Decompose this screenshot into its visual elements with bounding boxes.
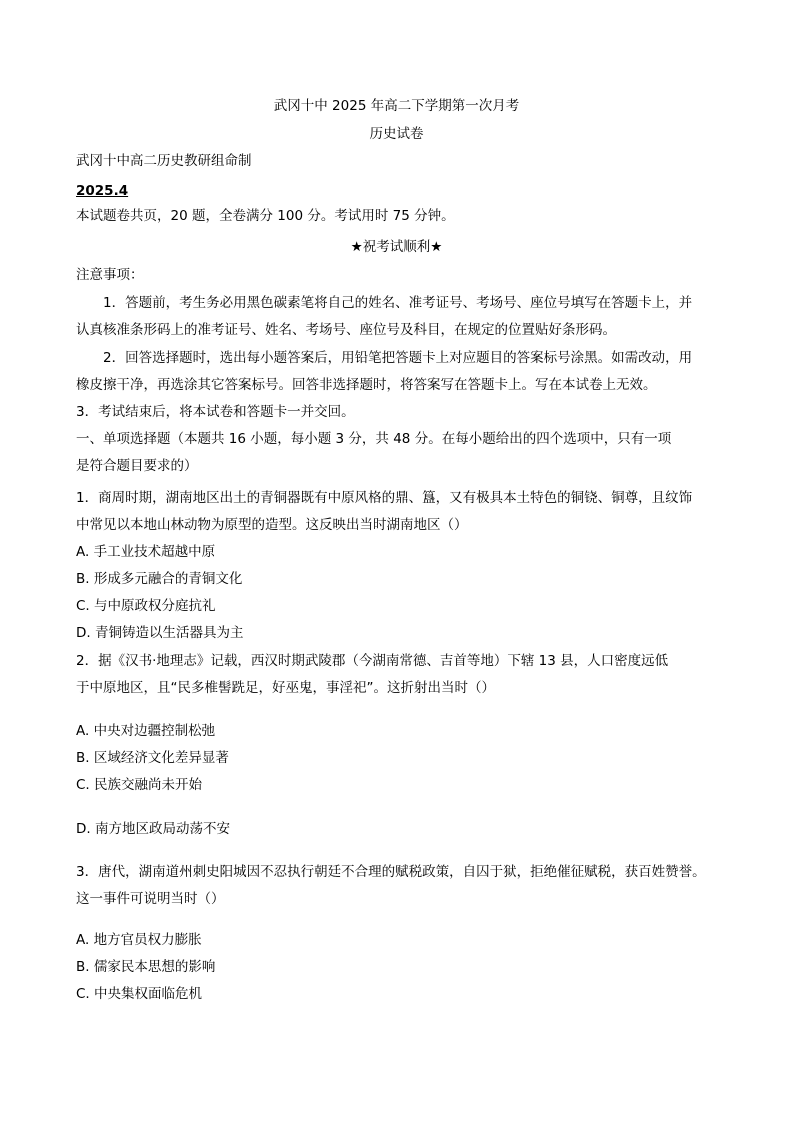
question-2-stem: 2．据《汉书·地理志》记载，西汉时期武陵郡（今湖南常德、吉首等地）下辖 13 县，人口密度远低	[76, 653, 669, 669]
notice-item-3: 3．考试结束后，将本试卷和答题卡一并交回。	[76, 404, 355, 420]
question-1-option-c: C. 与中原政权分庭抗礼	[76, 598, 216, 614]
exam-title: 武冈十中 2025 年高二下学期第一次月考	[273, 98, 520, 114]
section-heading: 一、单项选择题（本题共 16 小题，每小题 3 分，共 48 分。在每小题给出的四个选项中，只有一项	[76, 431, 672, 447]
question-3-stem-cont: 这一事件可说明当时（）	[76, 891, 225, 907]
notice-item-1-cont: 认真核准条形码上的准考证号、姓名、考场号、座位号及科目，在规定的位置贴好条形码。	[76, 322, 616, 338]
exam-info: 本试题卷共页，20 题，全卷满分 100 分。考试用时 75 分钟。	[76, 208, 455, 224]
section-heading-cont: 是符合题目要求的）	[76, 458, 198, 474]
question-2-option-a: A. 中央对边疆控制松弛	[76, 723, 216, 739]
question-1-stem: 1．商周时期，湖南地区出土的青铜器既有中原风格的鼎、簋，又有极具本土特色的铜铙、铜尊，且纹饰	[76, 490, 693, 506]
question-2-option-b: B. 区域经济文化差异显著	[76, 750, 229, 766]
exam-author: 武冈十中高二历史教研组命制	[76, 153, 252, 169]
question-3-option-c: C. 中央集权面临危机	[76, 986, 203, 1002]
exam-date: 2025.4	[76, 183, 129, 199]
question-2-option-d: D. 南方地区政局动荡不安	[76, 821, 230, 837]
notice-item-1: 1．答题前，考生务必用黑色碳素笔将自己的姓名、准考证号、考场号、座位号填写在答题卡上，并	[103, 295, 693, 311]
question-2-option-c: C. 民族交融尚未开始	[76, 777, 203, 793]
question-1-option-a: A. 手工业技术超越中原	[76, 544, 216, 560]
question-1-option-b: B. 形成多元融合的青铜文化	[76, 571, 243, 587]
notice-heading: 注意事项：	[76, 267, 144, 283]
exam-subject: 历史试卷	[369, 126, 424, 142]
question-3-option-b: B. 儒家民本思想的影响	[76, 959, 216, 975]
exam-wish: ★祝考试顺利★	[350, 239, 443, 255]
notice-item-2: 2．回答选择题时，选出每小题答案后，用铅笔把答题卡上对应题目的答案标号涂黑。如需改动，用	[103, 350, 693, 366]
question-2-stem-cont: 于中原地区，且“民多椎髻跣足，好巫鬼，事淫祀”。这折射出当时（）	[76, 680, 495, 696]
question-3-option-a: A. 地方官员权力膨胀	[76, 932, 202, 948]
question-1-option-d: D. 青铜铸造以生活器具为主	[76, 625, 244, 641]
question-3-stem: 3．唐代，湖南道州刺史阳城因不忍执行朝廷不合理的赋税政策，自囚于狱，拒绝催征赋税，获百姓赞誉。	[76, 864, 706, 880]
question-1-stem-cont: 中常见以本地山林动物为原型的造型。这反映出当时湖南地区（）	[76, 517, 468, 533]
notice-item-2-cont: 橡皮擦干净，再选涂其它答案标号。回答非选择题时，将答案写在答题卡上。写在本试卷上无效。	[76, 377, 657, 393]
